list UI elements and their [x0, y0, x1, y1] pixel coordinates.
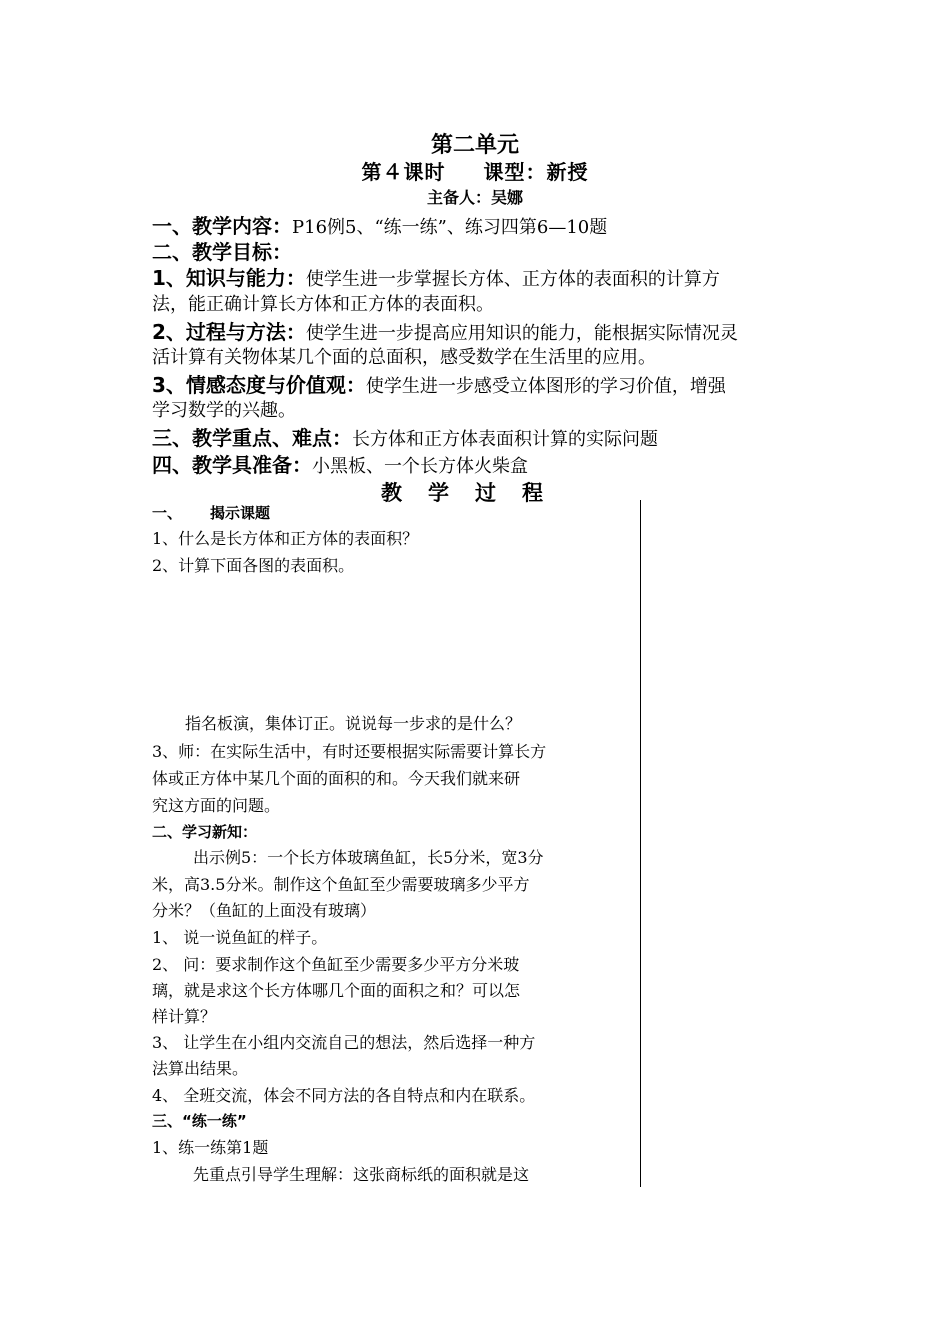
key-text: 长方体和正方体表面积计算的实际问题 [352, 429, 658, 450]
process-item: 1、练一练第1题 [152, 1138, 269, 1157]
process-item: 1、 说一说鱼缸的样子。 [152, 928, 328, 947]
lesson-number: 第４课时 [361, 160, 446, 184]
process-item: 米，高3.5分米。制作这个鱼缸至少需要玻璃多少平方 [152, 875, 530, 894]
prep-label: 四、教学具准备： [152, 453, 312, 477]
content-text: P16例5、“练一练”、练习四第6—10题 [292, 217, 608, 238]
goal3-text-a: 使学生进一步感受立体图形的学习价值，增强 [365, 376, 726, 397]
goal1-label: 1、知识与能力： [152, 266, 306, 290]
goal2-label: 2、过程与方法： [152, 320, 306, 344]
process-item: 4、 全班交流，体会不同方法的各自特点和内在联系。 [152, 1086, 536, 1105]
goal1-text-a: 使学生进一步掌握长方体、正方体的表面积的计算方 [305, 269, 720, 290]
goal3-label: 3、情感态度与价值观： [152, 373, 366, 397]
process-item: 出示例5：一个长方体玻璃鱼缸，长5分米，宽3分 [193, 848, 544, 867]
unit-title: 第二单元 [430, 133, 519, 158]
process-item: 1、什么是长方体和正方体的表面积？ [152, 529, 419, 548]
process-item: 3、师：在实际生活中，有时还要根据实际需要计算长方 [152, 742, 547, 761]
process-item: 样计算？ [152, 1007, 217, 1026]
goal2-text-a: 使学生进一步提高应用知识的能力，能根据实际情况灵 [305, 323, 738, 344]
goal2-line1 [152, 316, 812, 345]
section2-heading: 二、学习新知： [152, 823, 258, 841]
goal1-line1 [152, 262, 812, 291]
goal3-line2: 学习数学的兴趣。 [152, 400, 296, 421]
process-item: 究这方面的问题。 [152, 796, 281, 815]
goal3-line1 [152, 369, 812, 398]
section1-title: 揭示课题 [210, 504, 271, 522]
prep-text: 小黑板、一个长方体火柴盒 [312, 456, 528, 477]
process-item: 2、 问：要求制作这个鱼缸至少需要多少平方分米玻 [152, 955, 520, 974]
process-item: 体或正方体中某几个面的面积的和。今天我们就来研 [152, 769, 521, 788]
key-label: 三、教学重点、难点： [152, 426, 352, 450]
process-item: 法算出结果。 [152, 1059, 249, 1078]
preparer: 主备人：吴娜 [426, 188, 523, 207]
process-item: 先重点引导学生理解：这张商标纸的面积就是这 [193, 1165, 530, 1184]
process-item: 2、计算下面各图的表面积。 [152, 556, 355, 575]
goals-heading [152, 236, 812, 265]
teaching-content [152, 210, 812, 239]
lesson-line [0, 156, 950, 185]
section1-heading [152, 503, 270, 523]
section1-number: 一、 [152, 504, 183, 522]
process-title: 教学过程 [381, 481, 569, 505]
process-item: 璃，就是求这个长方体哪几个面的面积之和？可以怎 [152, 981, 521, 1000]
goal2-line2: 活计算有关物体某几个面的总面积，感受数学在生活里的应用。 [152, 347, 656, 368]
content-label: 一、教学内容： [152, 214, 292, 238]
column-divider [640, 500, 641, 1187]
teaching-aids [152, 449, 812, 478]
key-points [152, 422, 812, 451]
section3-heading: 三、“练一练” [152, 1112, 247, 1130]
process-item: 指名板演，集体订正。说说每一步求的是什么？ [185, 714, 522, 733]
process-item: 3、 让学生在小组内交流自己的想法，然后选择一种方 [152, 1033, 536, 1052]
process-item: 分米？（鱼缸的上面没有玻璃） [152, 901, 377, 920]
lesson-type: 课型：新授 [483, 160, 589, 184]
goal1-line2: 法，能正确计算长方体和正方体的表面积。 [152, 294, 494, 315]
goals-label: 二、教学目标： [152, 240, 292, 264]
